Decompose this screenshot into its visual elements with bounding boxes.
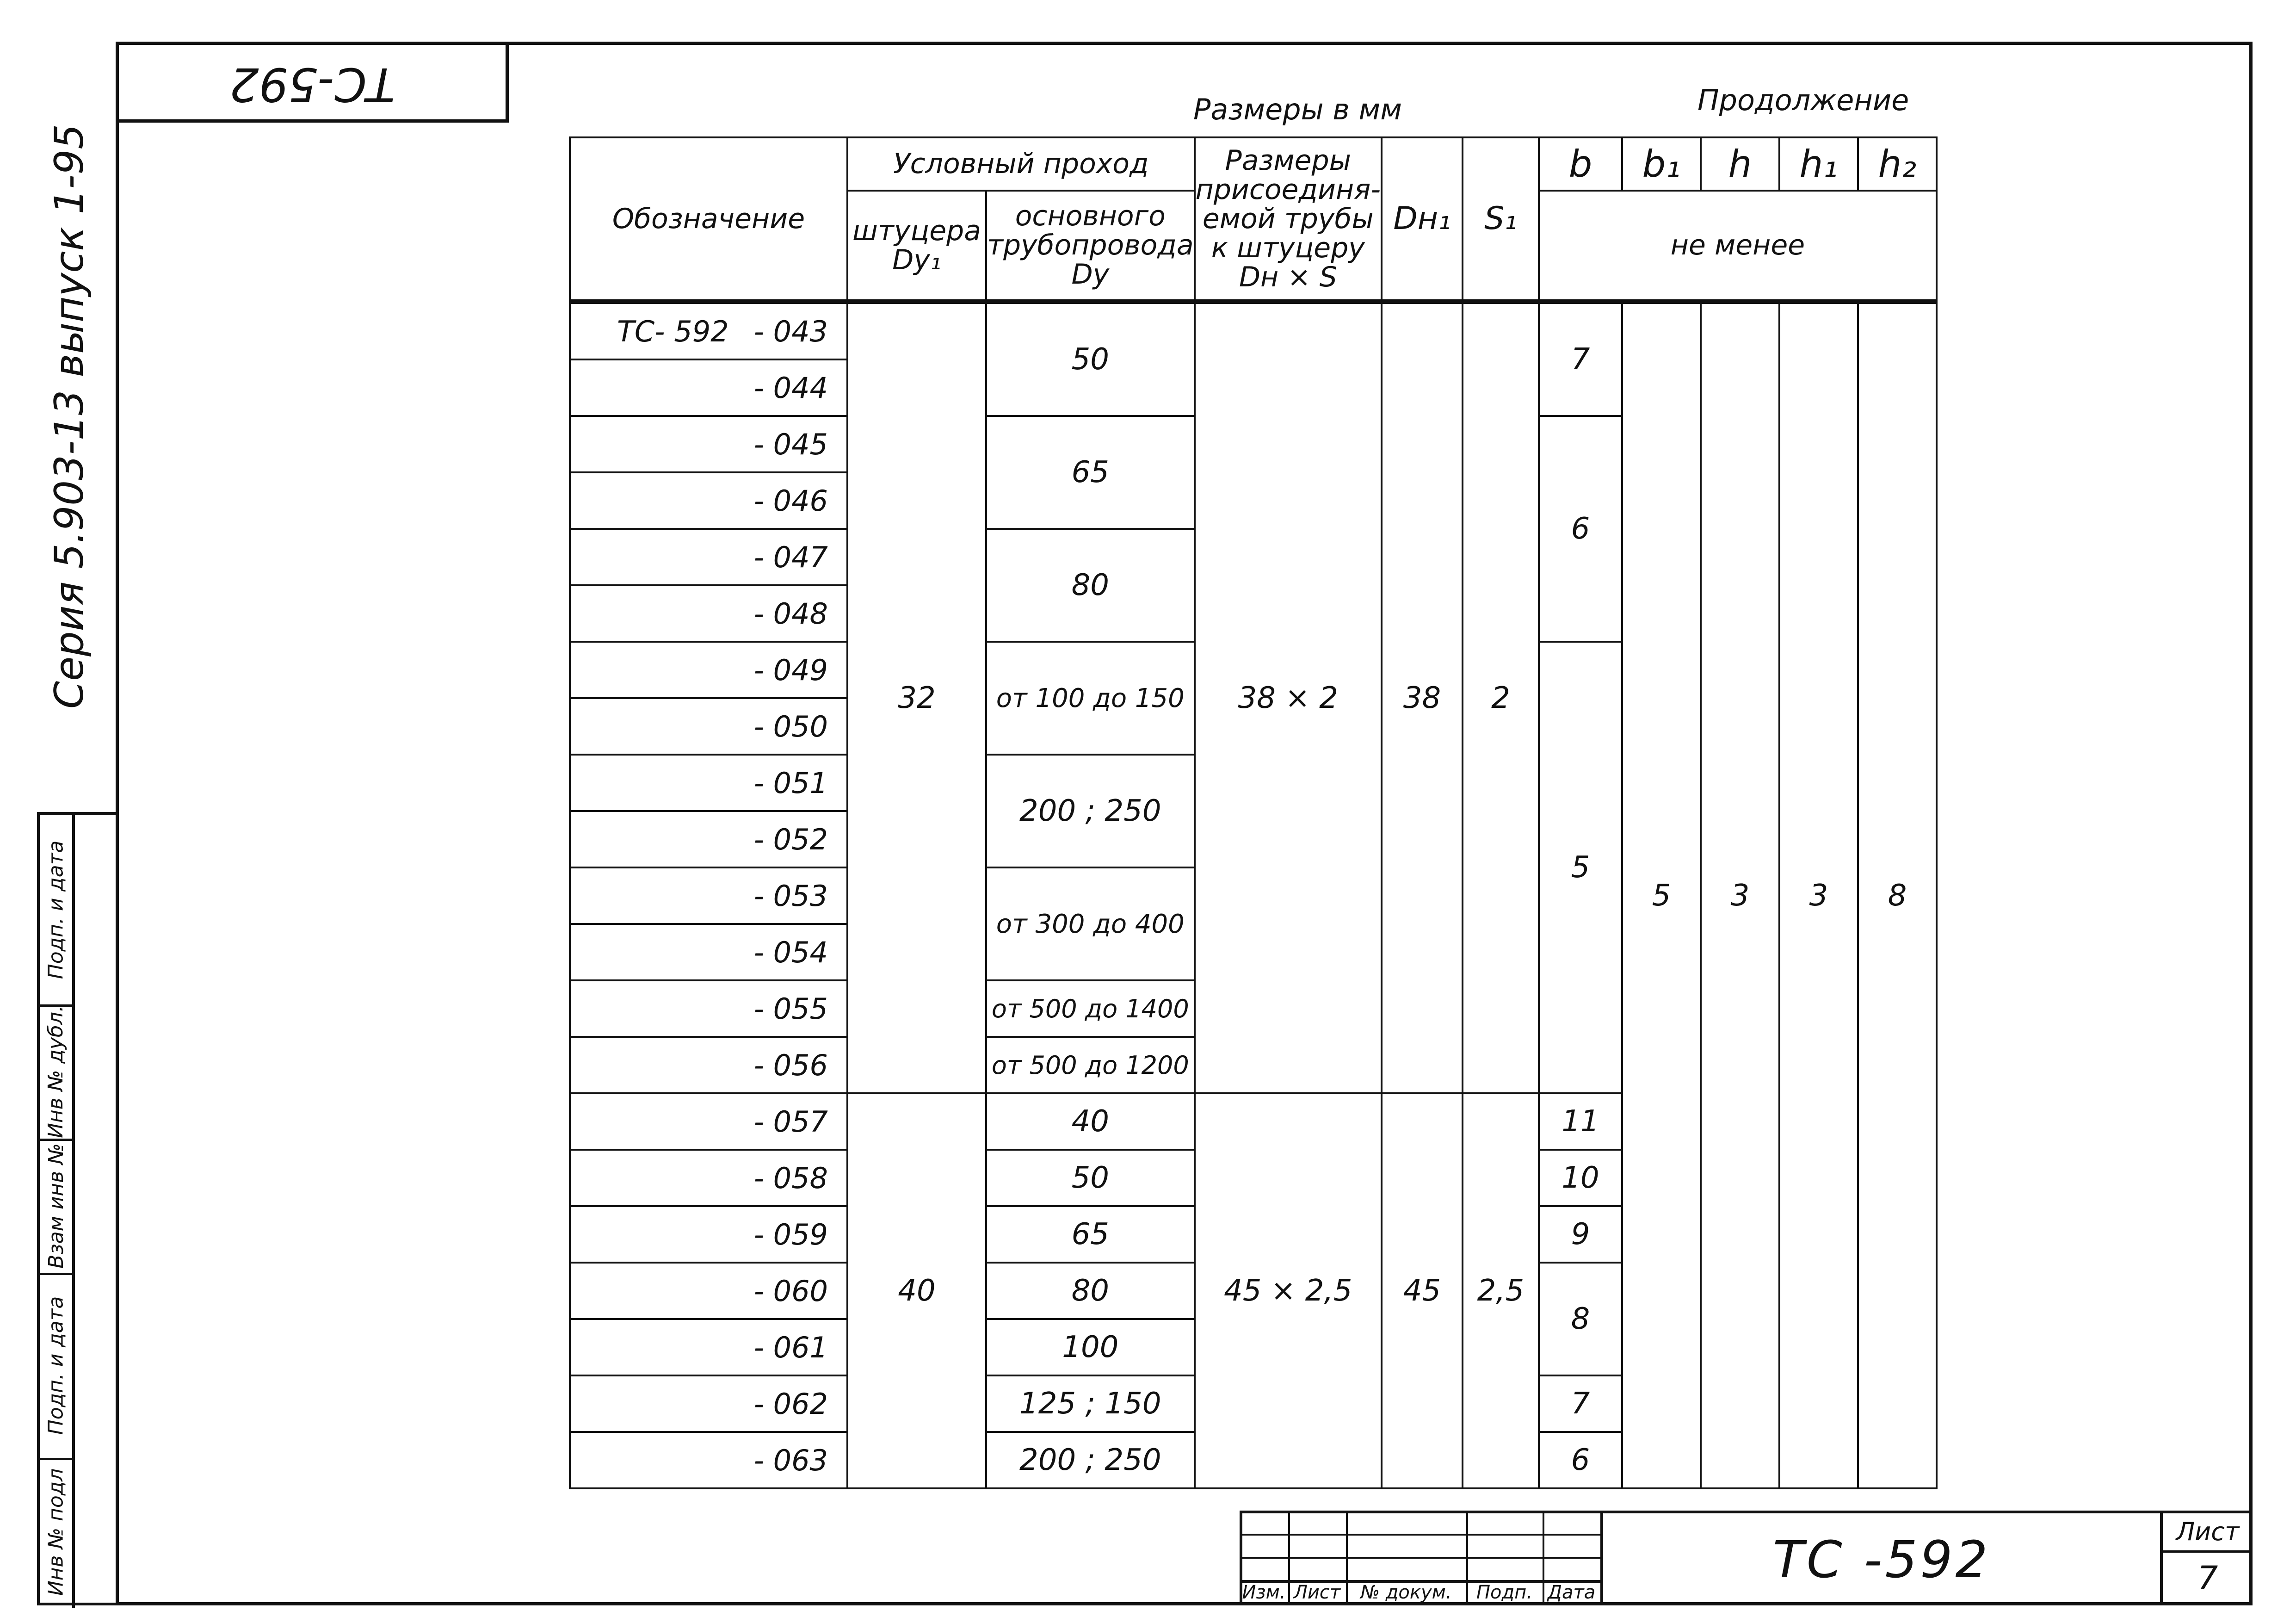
table-row: - 053: [570, 867, 847, 924]
stamp-label: Подп. и дата: [44, 1296, 68, 1435]
h1-cell: 3: [1779, 302, 1858, 1488]
rev-label: Дата: [1547, 1582, 1596, 1603]
b1-cell: 5: [1622, 302, 1701, 1488]
units-note: Размеры в мм: [1193, 93, 1402, 126]
dy-cell: от 500 до 1200: [986, 1037, 1195, 1093]
dy-cell: 200 ; 250: [986, 755, 1195, 867]
table-row: - 047: [570, 529, 847, 585]
table-row: - 061: [570, 1319, 847, 1375]
col-b1: b₁: [1622, 137, 1701, 191]
dy-cell: 50: [986, 1150, 1195, 1206]
col-s1: S₁: [1463, 137, 1539, 302]
table-row: [570, 302, 847, 359]
col-pipe-size: [1195, 137, 1382, 302]
dn1-cell: 38: [1382, 302, 1463, 1093]
table-row: - 054: [570, 924, 847, 980]
dy-cell: 80: [986, 529, 1195, 642]
table-row: - 057: [570, 1093, 847, 1150]
table-row: - 048: [570, 585, 847, 642]
b-cell: 9: [1539, 1206, 1622, 1263]
pipe-size-sym: Dн × S: [1239, 260, 1337, 293]
table-row: - 055: [570, 980, 847, 1037]
pipe-cell: 38 × 2: [1195, 302, 1382, 1093]
grid-line: [1240, 1557, 1600, 1559]
stamp-cell: [40, 1139, 72, 1275]
dy-cell: от 300 до 400: [986, 867, 1195, 980]
h2-cell: 8: [1858, 302, 1937, 1488]
stamp-label: Взам инв №: [44, 1143, 68, 1269]
b-cell: 7: [1539, 302, 1622, 416]
col-h: h: [1701, 137, 1779, 191]
table-row: - 050: [570, 698, 847, 755]
dn1-cell: 45: [1382, 1093, 1463, 1488]
dy-cell: 40: [986, 1093, 1195, 1150]
corner-code: ТС-592: [229, 57, 395, 112]
table-row: - 060: [570, 1263, 847, 1319]
dimensions-table: [569, 136, 1938, 1489]
table-row: - 063: [570, 1432, 847, 1488]
table-row: - 049: [570, 642, 847, 698]
col-h1: h₁: [1779, 137, 1858, 191]
rev-label: № докум.: [1360, 1582, 1452, 1603]
table-row: - 044: [570, 359, 847, 416]
table-row: - 046: [570, 472, 847, 529]
grid-line: [1240, 1534, 1600, 1536]
stamp-cell: [40, 1004, 72, 1141]
dy-cell: 65: [986, 416, 1195, 529]
designation-code: - 043: [753, 314, 828, 348]
series-text: Серия 5.903-13 выпуск 1-95: [46, 124, 93, 709]
col-nominal-bore: Условный проход: [847, 137, 1195, 191]
dy-cell: от 500 до 1400: [986, 980, 1195, 1037]
dy-cell: 100: [986, 1319, 1195, 1375]
col-h2: h₂: [1858, 137, 1937, 191]
dy1-cell: 32: [847, 302, 986, 1093]
sheet-number: 7: [2197, 1559, 2218, 1597]
table-row: - 051: [570, 755, 847, 811]
sheet-label: Лист: [2163, 1513, 2253, 1553]
b-cell: 7: [1539, 1375, 1622, 1432]
col-main-pipe: [986, 191, 1195, 302]
dy-cell: 65: [986, 1206, 1195, 1263]
col-dn1: Dн₁: [1382, 137, 1463, 302]
revision-labels: [1240, 1580, 1600, 1605]
col-b: b: [1539, 137, 1622, 191]
designation-prefix: ТС- 592: [617, 314, 729, 348]
s1-cell: 2,5: [1463, 1093, 1539, 1488]
rev-label: Подп.: [1476, 1582, 1533, 1603]
pipe-cell: 45 × 2,5: [1195, 1093, 1382, 1488]
dy-cell: 50: [986, 302, 1195, 416]
table-row: - 059: [570, 1206, 847, 1263]
dy1-cell: 40: [847, 1093, 986, 1488]
b-cell: 11: [1539, 1093, 1622, 1150]
b-cell: 6: [1539, 416, 1622, 642]
rev-label: Лист: [1293, 1582, 1341, 1603]
stamp-label: Подп. и дата: [44, 840, 68, 979]
title-block: [1240, 1511, 2253, 1605]
stamp-cell: [40, 1458, 72, 1606]
stamp-label: Инв № дубл.: [44, 1005, 68, 1138]
table-row: - 062: [570, 1375, 847, 1432]
table-row: - 045: [570, 416, 847, 472]
h-cell: 3: [1701, 302, 1779, 1488]
b-cell: 5: [1539, 642, 1622, 1093]
stamp-cell: [40, 1273, 72, 1460]
fitting-sym: Dy₁: [892, 243, 941, 276]
b-cell: 8: [1539, 1263, 1622, 1375]
table-row: - 058: [570, 1150, 847, 1206]
s1-cell: 2: [1463, 302, 1539, 1093]
col-fitting: [847, 191, 986, 302]
b-cell: 10: [1539, 1150, 1622, 1206]
pipe-size-label: Размеры присоединя- емой трубы к штуцеру: [1195, 144, 1381, 264]
continuation-note: Продолжение: [1697, 83, 1909, 117]
dy-cell: 80: [986, 1263, 1195, 1319]
fitting-label: штуцера: [852, 214, 981, 247]
main-pipe-sym: Dy: [1071, 258, 1110, 291]
rev-label: Изм.: [1242, 1582, 1286, 1603]
grid-line: [1240, 1511, 1600, 1513]
dy-cell: от 100 до 150: [986, 642, 1195, 755]
dy-cell: 200 ; 250: [986, 1432, 1195, 1488]
side-stamp: [37, 812, 116, 1605]
b-cell: 6: [1539, 1432, 1622, 1488]
sheet-box: [2160, 1511, 2253, 1605]
min-note: не менее: [1539, 191, 1937, 302]
stamp-cell: [40, 815, 72, 1007]
dy-cell: 125 ; 150: [986, 1375, 1195, 1432]
series-label: [44, 124, 95, 709]
table-row: - 052: [570, 811, 847, 867]
table-row: - 056: [570, 1037, 847, 1093]
stamp-label: Инв № подл: [44, 1468, 68, 1596]
col-designation: Обозначение: [570, 137, 847, 302]
main-pipe-label: основного трубопровода: [987, 200, 1194, 261]
document-code: ТС -592: [1600, 1511, 2160, 1605]
stamp-divider: [72, 815, 75, 1608]
